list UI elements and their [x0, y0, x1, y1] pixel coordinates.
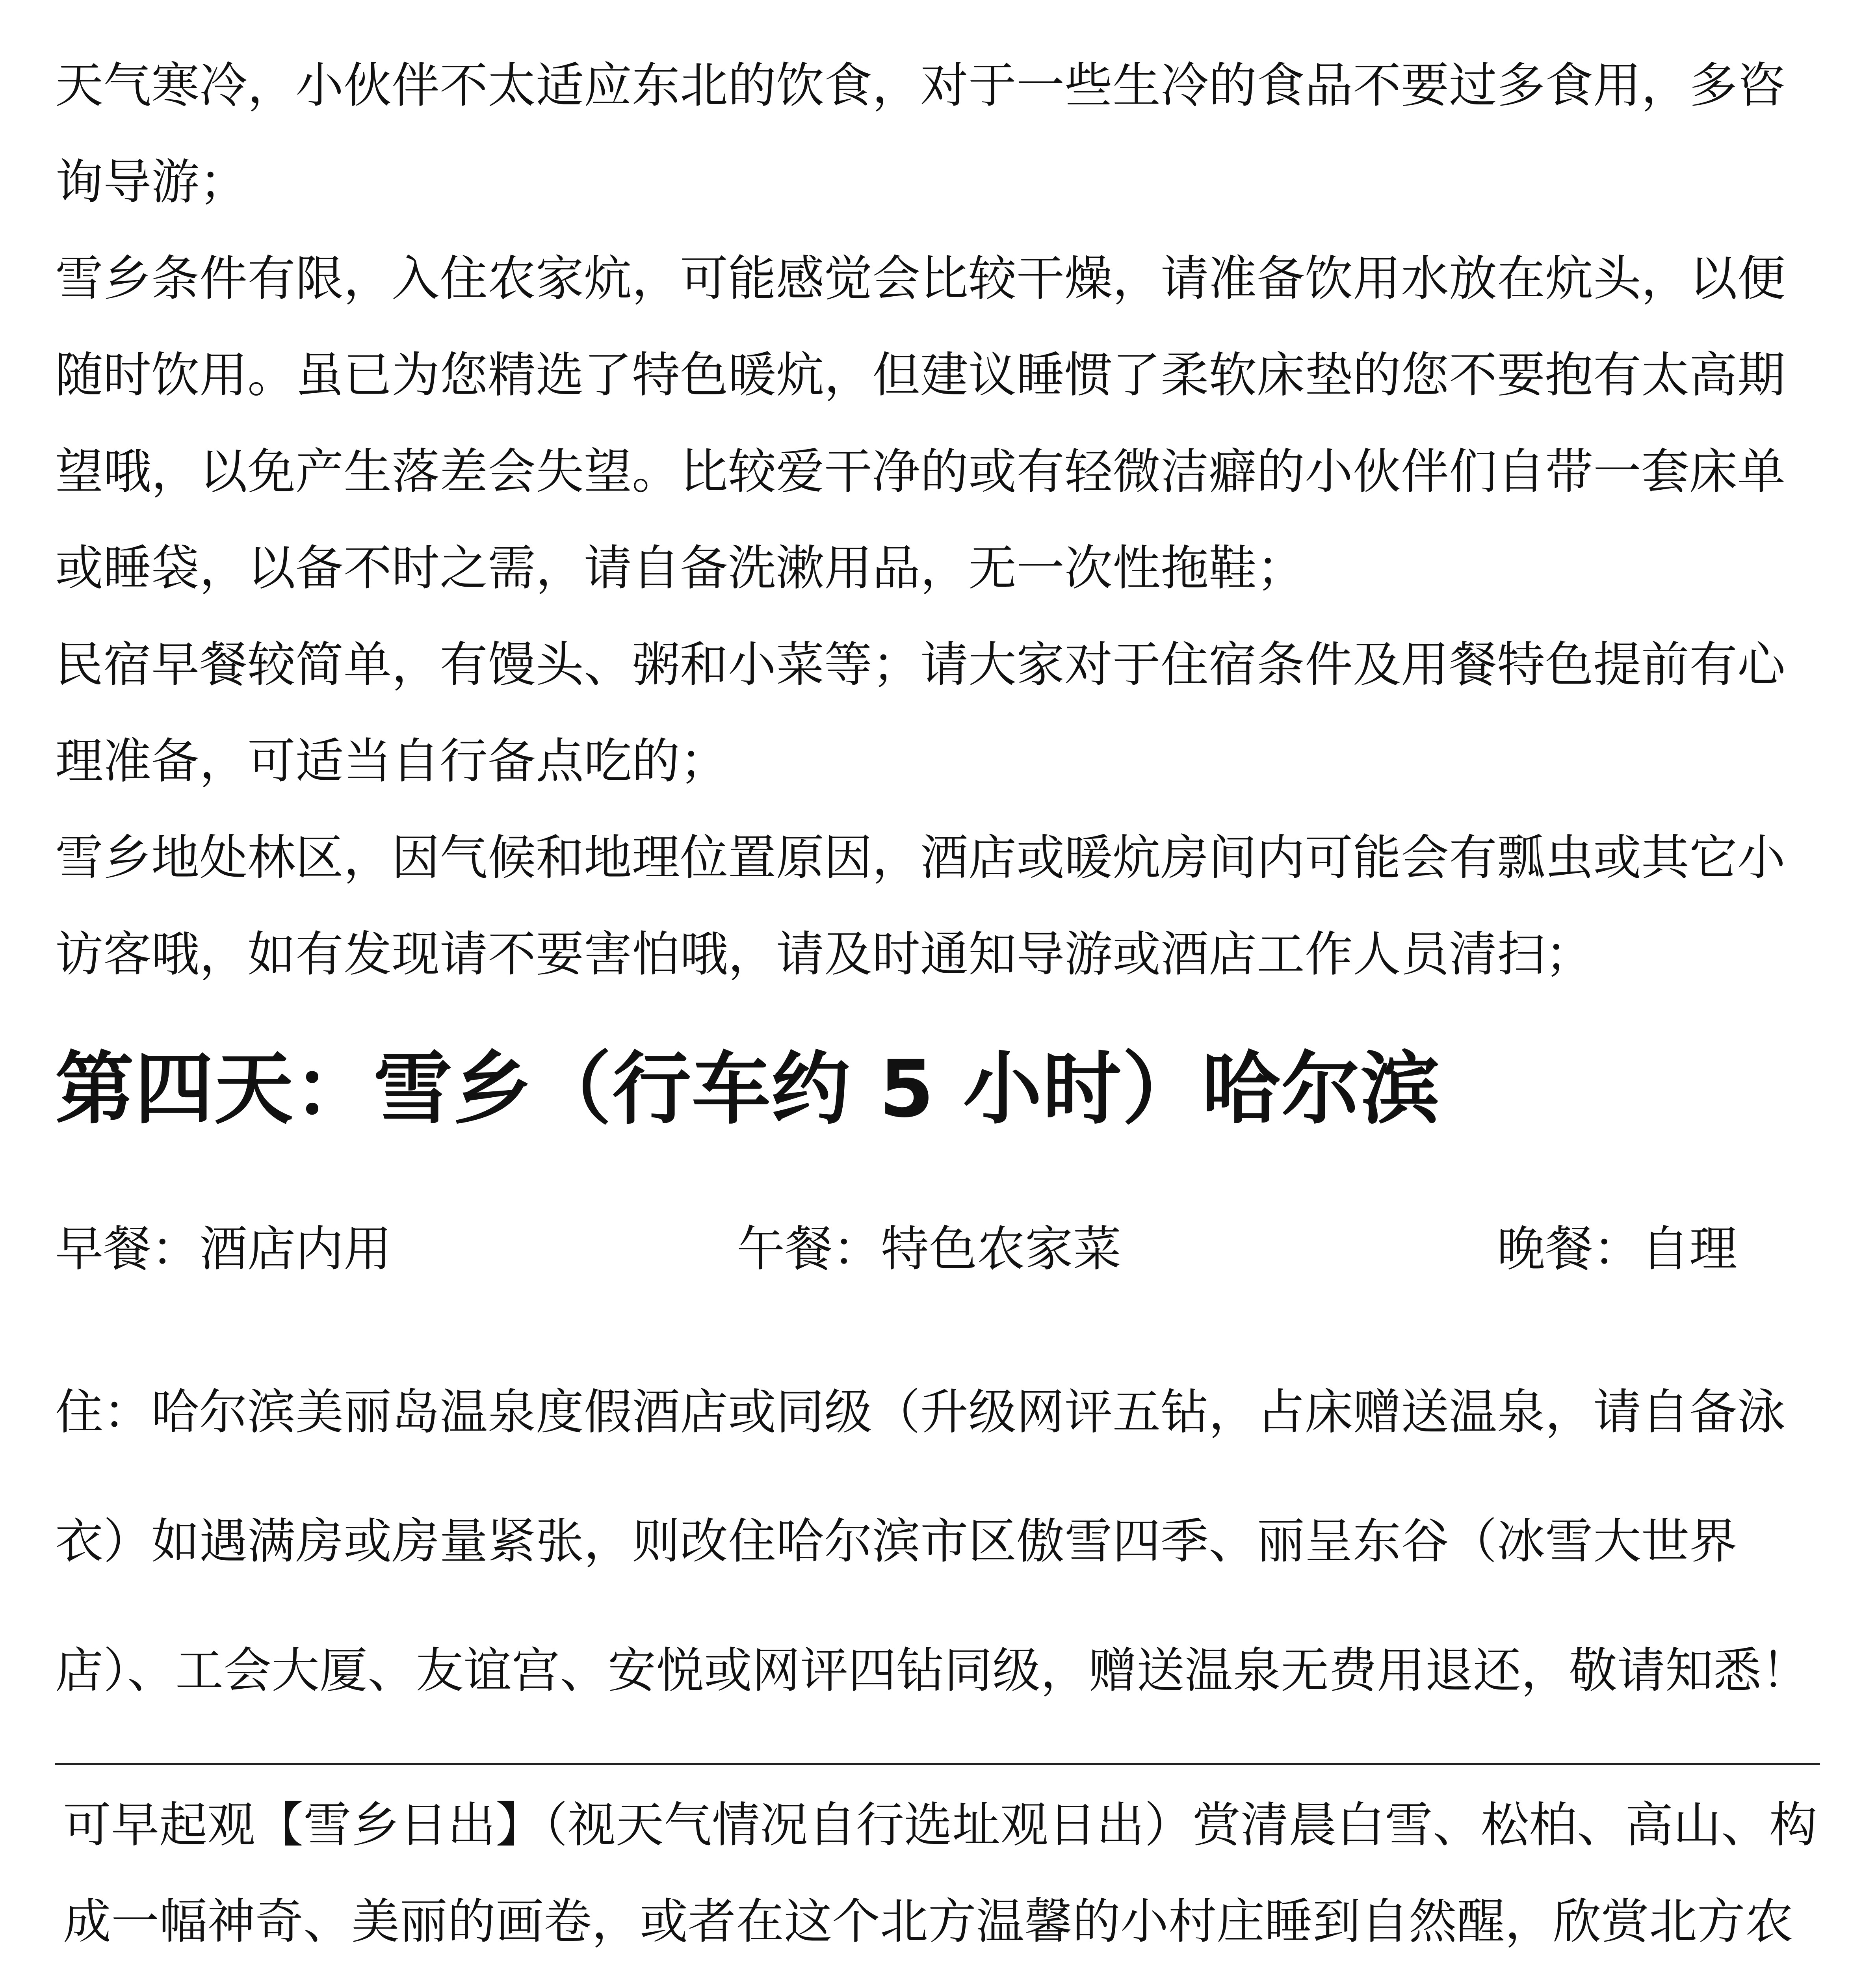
- meal-dinner: 晚餐：自理: [1497, 1221, 1737, 1277]
- document-page: [55, 0, 1820, 1970]
- note-insects: 雪乡地处林区，因气候和地理位置原因，酒店或暖炕房间内可能会有瓢虫或其它小访客哦，如有发现请不要害怕哦，请及时通知导游或酒店工作人员清扫；: [55, 830, 1785, 982]
- section-divider: [55, 1763, 1820, 1765]
- note-breakfast: 民宿早餐较简单，有馒头、粥和小菜等；请大家对于住宿条件及用餐特色提前有心理准备，可适当自行备点吃的；: [55, 637, 1785, 789]
- travel-notes: [55, 0, 1820, 1003]
- note-lodging-conditions: 雪乡条件有限，入住农家炕，可能感觉会比较干燥，请准备饮用水放在炕头，以便随时饮用。虽已为您精选了特色暖炕，但建议睡惯了柔软床垫的您不要抱有太高期望哦，以免产生落差会失望。比较爱干净的或有轻微洁癖的小伙伴们自带一套床单或睡袋，以备不时之需，请自备洗漱用品，无一次性拖鞋；: [55, 251, 1785, 596]
- lodging-info: 住：哈尔滨美丽岛温泉度假酒店或同级（升级网评五钻，占床赠送温泉，请自备泳衣）如遇满房或房量紧张，则改住哈尔滨市区傲雪四季、丽呈东谷（冰雪大世界店）、工会大厦、友谊宫、安悦或网评四钻同级，赠送温泉无费用退还，敬请知悉！: [55, 1384, 1809, 1699]
- day-title: 第四天：雪乡（行车约 5 小时）哈尔滨: [55, 1043, 1441, 1135]
- meal-lunch: 午餐：特色农家菜: [737, 1221, 1121, 1277]
- day-description: 可早起观【雪乡日出】（视天气情况自行选址观日出）赏清晨白雪、松柏、高山、构成一幅神奇、美丽的画卷，或者在这个北方温馨的小村庄睡到自然醒，欣赏北方农: [63, 1797, 1817, 1950]
- meal-breakfast: 早餐：酒店内用: [55, 1221, 392, 1277]
- note-food: 天气寒冷，小伙伴不太适应东北的饮食，对于一些生冷的食品不要过多食用，多咨询导游；: [55, 58, 1785, 210]
- meals-row: [55, 1217, 1820, 1280]
